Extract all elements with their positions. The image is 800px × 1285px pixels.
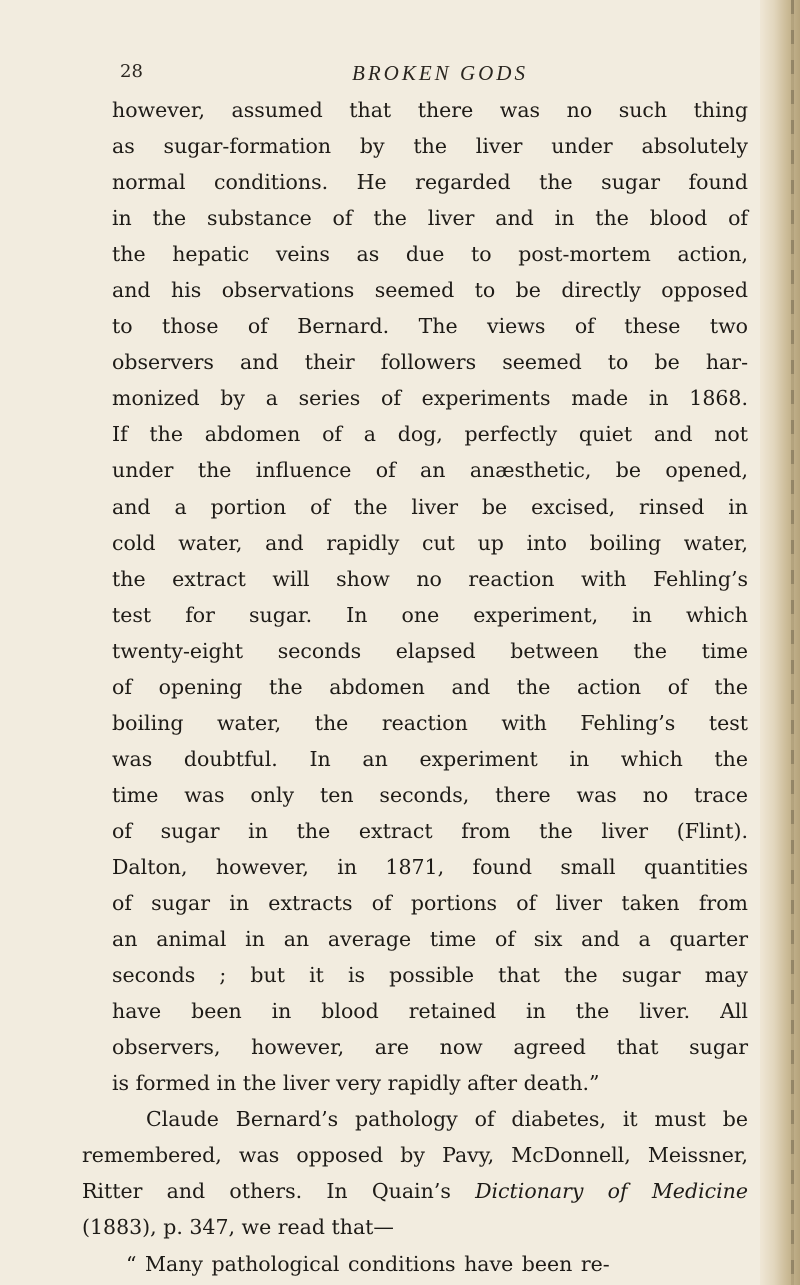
text-line: is formed in the liver very rapidly after death.” <box>112 1071 600 1096</box>
text-line: of opening the abdomen and the action of the <box>112 674 748 699</box>
text-line: and a portion of the liver be excised, rinsed in <box>112 494 748 519</box>
text-line: observers, however, are now agreed that sugar <box>112 1035 748 1060</box>
text-line: the hepatic veins as due to post-mortem action, <box>112 242 748 267</box>
text-line: observers and their followers seemed to be har- <box>112 350 748 375</box>
running-head <box>120 61 740 91</box>
body-text <box>82 92 748 1282</box>
text-line: cold water, and rapidly cut up into boiling water, <box>112 530 748 555</box>
page-binding-edge <box>760 0 800 1285</box>
text-line: Claude Bernard’s pathology of diabetes, it must be <box>146 1107 748 1132</box>
text-line: was doubtful. In an experiment in which the <box>112 746 748 771</box>
text-line: in the substance of the liver and in the blood of <box>112 206 748 231</box>
text-line: of sugar in the extract from the liver (Flint). <box>112 818 748 843</box>
text-line: normal conditions. He regarded the sugar found <box>112 170 748 195</box>
running-title: BROKEN GODS <box>352 61 528 85</box>
text-line: “ Many pathological conditions have been re- <box>126 1251 610 1276</box>
text-line: If the abdomen of a dog, perfectly quiet and not <box>112 422 748 447</box>
page-number: 28 <box>120 61 143 82</box>
book-title-italic: Dictionary of Medicine <box>475 1179 748 1204</box>
text-line: Dalton, however, in 1871, found small quantities <box>112 854 748 879</box>
text-segment: Ritter and others. In Quain’s <box>82 1179 476 1204</box>
text-line: seconds ; but it is possible that the sugar may <box>112 963 748 988</box>
text-line <box>82 1173 748 1209</box>
text-line: to those of Bernard. The views of these two <box>112 314 748 339</box>
text-line: test for sugar. In one experiment, in which <box>112 602 748 627</box>
text-line: (1883), p. 347, we read that— <box>82 1215 394 1240</box>
text-line: have been in blood retained in the liver. All <box>112 999 748 1024</box>
text-line: an animal in an average time of six and a quarter <box>112 927 748 952</box>
text-line: remembered, was opposed by Pavy, McDonnell, Meissner, <box>82 1143 748 1168</box>
text-line: the extract will show no reaction with Fehling’s <box>112 566 748 591</box>
text-line: however, assumed that there was no such thing <box>112 98 748 122</box>
text-line: and his observations seemed to be directly opposed <box>112 278 748 303</box>
text-line: twenty-eight seconds elapsed between the time <box>112 638 748 663</box>
text-line: boiling water, the reaction with Fehling’s test <box>112 710 748 735</box>
text-line: as sugar-formation by the liver under absolutely <box>112 134 748 159</box>
text-line: time was only ten seconds, there was no trace <box>112 782 748 807</box>
text-line: monized by a series of experiments made in 1868. <box>112 386 748 411</box>
text-line: under the influence of an anæsthetic, be opened, <box>112 458 748 483</box>
text-line: of sugar in extracts of portions of liver taken from <box>112 891 748 916</box>
